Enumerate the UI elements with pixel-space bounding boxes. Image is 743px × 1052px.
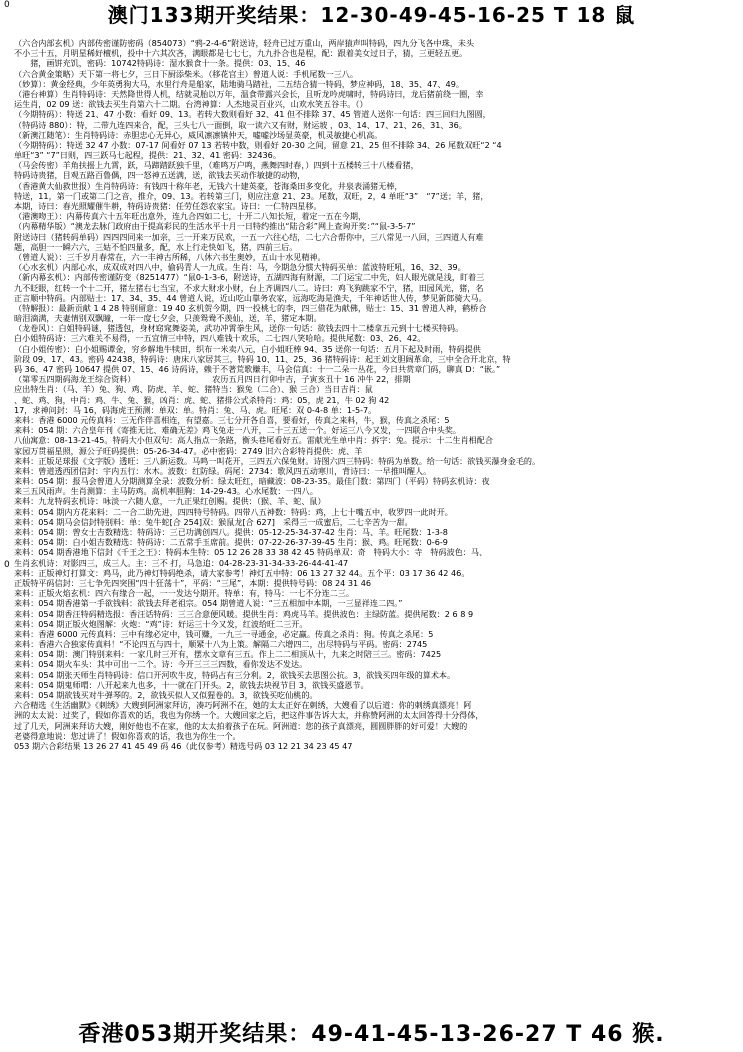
text-line: 来料：054 期：曾女士吉数精选：特码诗：三已功满创四八。提供：05-12-25-34-37-42 生肖：马、羊。旺尾数：1-3-8 [14, 527, 448, 537]
text-line: （妙算）：黄金经典，少年英勇狗大马，水里行舟是船家，陆地骑马踏社，二五结合猜一特码，梦应神码，18、35、47、49。 [14, 78, 464, 89]
text-line: 本期，诗曰：春光照耀催牛耕，特码诗贵猪：任劳任怨农家宝。诗曰：一仁特四星移。 [14, 201, 322, 211]
text-line: 正言顺中特码。内部贴士：17、34、35、44 曾道人说，近山吃山靠务农家，远海吃海是渔夫，千年神话世人传，梦见新郎骑大马。 [14, 292, 487, 303]
text-line: 九不眨眼，红转一个十二开，猪左猪右七当宝，不求大财求小财，台上齐调四八二。诗曰：鸡飞狗跳家不宁，猪，田园风光，猪，名 [14, 282, 484, 293]
text-line: 来料：正版火焰玄机：四六有缘合一起，一一发达兮期开。特单：有，特马：一七不分连二三。 [14, 588, 354, 599]
text-line: 17，求神问封：马 16，码海虎王预测：单双：单。特肖：兔、马、虎。旺尾：双 0-4-8 单：1-5-7。 [14, 404, 377, 415]
text-line: 运生肖，02 09 送：欲钱去买生肖第六十二期。台湾神算：人杰地灵百业兴，山欢水笑五谷丰。（） [14, 99, 368, 110]
text-line: 洲的太太说：过奖了，假如你喜欢的话，我也为你绣一个。大嫂回家之后，把这件事告诉大太，并称赞阿洲的太太回答得十分得体， [14, 710, 484, 721]
footer-title: 香港053期开奖结果：49-41-45-13-26-27 T 46 猴. [78, 1022, 665, 1047]
text-line: （心水玄机）内部心水，成双成对四八中，偷码青人一九成。生肖：马，今期急分惯大特码买单：蓝波特旺吼，16、32、39。 [14, 262, 466, 273]
text-line: 来料：054 期：白小姐吉数精选：特码诗：二五常手玉席前。提供：07-22-26-37-39-45 生肖：猴、鸡。旺尾数：0-6-9 [14, 537, 448, 548]
text-line: 来料：054 期香港第一手欲钱料：欲钱去拜老祖宗。054 期曾道人说：“三五相加中本期，一三显祥连二四。” [14, 598, 403, 609]
text-line: 来料：曾道透西团信封：宇内五行：水木。波数：红防绿。码尾：2734：歌风四五动寒川，背诗曰：一早推叫醒人。 [14, 465, 432, 476]
text-line: 特送，11，第一门或第二门之音，推介，09、13。若转第三门，则应注意 21、23。尾数，双旺，2，4 单旺“3” “7”送；羊，猪， [14, 190, 489, 201]
text-line: 猪，画饼充饥，密码：10742特码诗：湿水猴食十一条。提供：03、15、46 [14, 58, 306, 69]
text-line: 来料：054 期马会信封特别料：单：兔牛蛇[合 254]双：猴鼠龙[合 627] 采得三一成蜜后，二七辛苦为一甜。 [14, 516, 413, 527]
text-line: 来料：054 期鬼师喟：八开起来九也多，十一就在门开头。2，欲钱去块视节目 3，欲钱买盛恩节。 [14, 679, 369, 690]
text-line: 来料：香港 6000 元传真料：三无作伴喜相连，有望嘉。三七分开各自喜，要看好，传真之来料，牛，猴，传真之杀尾：5 [14, 414, 450, 425]
text-line: 来料：正版足球报《文字版》透旺：三八新运数。马鸣一叫花开，三四五六保兔财。诗图六四三特码：特码为单数。给一句话：欲钱买瀑身金毛的。 [14, 455, 541, 466]
text-line: （六合黄金策略）天下第一将七夕，三日下厨添柴米。（移花宫主）曾道人说：手机尾数一三八。 [14, 68, 358, 79]
text-line: （新澳江随笔）：生肖特码诗：赤胆忠心无异心，威风凛凛镇仲天，嘘嘘沙场显英豪，机灵敏捷心机高。 [14, 129, 383, 140]
text-line: 不小三十五，月明星稀好檀机，投中十六其次吝，满眼都是七七七，九九扑合也是程，配：跟着美女过日子，猜，三更轻五更。 [14, 48, 468, 59]
text-line: 老婆得意地说：您过讲了！假如你喜欢的话，我也为你生一个。 [14, 730, 241, 741]
text-line: 来料：054 期香汪特码精选报：香汪话特码：三三合意便风暖。提供生肖：鸡虎马羊。提供波色：主绿防蓝。提供尾数：2 6 8 9 [14, 608, 474, 619]
text-line: 来料：香港六合独家传真料！“不论四五与四十，顺紧十八为上策。解隔二六增四二，出尽特码与平码。密码：2745 [14, 639, 428, 650]
text-line: （今期特码）：特送 32 47 小数：07-17 间看好 07 13 若转中数，则看好 20-30 之间，留意 21、25 但不排除 34、26 尾数双旺“2 “4 [14, 139, 502, 150]
text-line: （特码诗 880）：特，二带九连四来合，配，三头七八一面倒，取一读六又有财，财运坡 ，03、14、17、21、26、31、36。 [14, 119, 467, 130]
text-line: 、蛇、鸡、狗，中肖：鸡、牛、兔、猴，凶肖：虎、蛇、猪排公式杀特肖：鸡：05，虎 21，牛 02 狗 42 [14, 394, 390, 405]
text-line: （港澳吻王）：内幕传真六十五年旺出意外，连九合四如二七，十开二八知长短，着定一五在今期， [14, 211, 367, 222]
text-line: 来料：054 期火车头：其中可出一二个。诗：今开三三三四数，看你发达不发达。 [14, 659, 308, 670]
text-line: （龙卷风）：白姐特码谜，猪透包，身材窈窕舞姿美，武功冲霄拳生风，送你一句话：欲钱去四十二楼拿五元到十七楼买特码。 [14, 323, 464, 334]
text-line: 单旺“3” “7”日则，四三跃马七起程，提供：21、32、41 密码：32436。 [14, 150, 281, 161]
text-line: 八仙寓意：08-13-21-45。特码大小但双句：高人指点一条路，衡头巷尾看好五。雷献光生单中肖：拆字：兔。提示：十二生肖相配合 [14, 435, 493, 446]
margin-mark-top: 0 [4, 0, 10, 10]
text-line: 家园万贯福星照，源公子旺码提供：05-26-34-47。必中密码：2749 旧六合彩特肖提供：虎、羊 [14, 445, 363, 456]
text-line: 生肖玄机诗：对影四三，成三人。主：三不 打，马急追：04-28-23-31-34-33-26-44-41-47 [14, 557, 349, 568]
text-line: 来料：054 期欲钱买对牛弹琴的。2，欲钱买似人又似猩卷的。3，欲钱买吃仙桃的。 [14, 690, 318, 700]
text-line: （香港黄大仙救世报）生肖特码诗：有钱四十称年老，无钱六十建英豪，苍海桑田多变化，井泉表涌猪无棒， [14, 180, 403, 191]
text-line: （新内幕玄机）：内部传密谨防变（8251477）“鼠0-1-3-6，附送诗，五湖四海有财源，二门运宝二中先，妇人眼光就是浅，盯着三 [14, 272, 485, 283]
text-line: 来料：054 期正版火炮图解：火炮：“鸡”诗：好运三十今又发，红波给旺二三开。 [14, 618, 308, 629]
text-line: （今期特码）：特送 21、47 小数：看好 09、13。若转大数则看好 32、41 但不排除 37、45 管道人送你一句话：四三回归九图圆， [14, 109, 491, 120]
text-line: （特解报）：最新贡献 1 4 28 特别留意：19 40 玄机贺今期，四一投桃七的李，四三借花为献佛，贴士：15、31 曾道人神，鹤桥合 [14, 302, 487, 313]
margin-mark-mid: 0 [4, 560, 10, 570]
text-line: 来料：九龙特码玄机诗：咏淡一六随人意，一九正果红创赐。提供：（猴、羊、蛇、鼠） [14, 496, 326, 507]
text-line: 来料：054 期张天师生肖特码诗：信口开河吹牛皮，特码占有三分利。2，欲钱买去思图公抗。3，欲钱买四年级的算术本。 [14, 669, 456, 680]
text-line: 特码诗贵猪，目观五路百鲁偶，四一怒神五送满，送，欲钱去买动作敏捷的动物， [14, 170, 306, 181]
text-line: 053 期六合彩结果 13 26 27 41 45 49 码 46（此仅参考）精选号码 03 12 21 34 23 45 47 [14, 740, 353, 751]
text-line: 阶段 09、17、43。密码 42438，特码诗：唐床八家居其三，特码 10、11、25、36 猪特码诗：起王刘文胆阔革命，三中全合开北京，特 [14, 353, 511, 364]
text-line: 来料：正版神灯打算文：鸡马，此乃神灯特码绝杀，请大家参考！神灯五中特：06 13 27 32 44。五个平：03 17 36 42 46。 [14, 567, 470, 578]
text-line: 来三五风雨声。生肖测算：主马防鸡。高机率胆胸：14-29-43。心水尾数：一四八。 [14, 486, 318, 497]
header-title: 澳门133期开奖结果：12-30-49-45-16-25 T 18 鼠 [107, 3, 636, 27]
text-line: （马会传密）羊角扶摇上九霄，跃，马蹄踏跃独千里，（难鸣万户鸣，燕舞四时春，）四到十五楼转三十八楼看猪， [14, 160, 419, 171]
text-line: 来料：054 期香港地下信封《千王之王》：特码本生特：05 12 26 28 33 38 42 45 特码单双：奇 特码大小：寺 特码波色：马、 [14, 547, 488, 558]
text-line: （第零五四期码海龙王综合资料） 农历五月四日行卯中吉，子寅亥丑十 16 冲牛 22，排期 [14, 374, 411, 385]
text-line: （六合内部玄机）内部传密谨防密码（854073）“鸦-2-4-6”附送诗，轻舟已过万重山，两岸猿声叫特码，四九分飞各中珠，未头 [14, 38, 475, 48]
text-line: （曾道人说）：三千岁月春常在，六一丰神古所稀，八休六书生奥妙，五山十水见精神。 [14, 251, 326, 262]
text-line: 附送诗曰（猪转码单码）四四四同来一加亲，三一开来万民欢，一五一六往心结，二七六合帮你中，三八常见一八回，三四道人有难 [14, 231, 484, 242]
text-line: （内幕精华版）“澳龙去脉门政府由于提高彩民的生活水平十月一日特约推出“陆合彩”网上查询开奖：”“鼠-3-5-7” [14, 221, 416, 232]
text-line: （港台神算）生肖特码诗：天然降世得人机，结就灵胎以万年，温食带露兴会长，且听龙吟虎啸时，特码诗曰，龙后猪前绕一圈，幸 [14, 88, 484, 99]
text-body [14, 38, 734, 751]
text-line: 应出特生肖：（马、羊）兔、狗、鸡、防虎、羊、蛇、猪特当：猴兔（二合）、猴 三合）当日吉肖：鼠 [14, 384, 373, 395]
text-line: 暗泪滴满，夫妻情别双飘瞳，一年一度七夕会，只羡鸳鸯不羡仙，送，羊，猪定本期。 [14, 313, 322, 324]
text-line: 六合精选《生活幽默》《刺绣》大嫂到阿洲家拜访，凑巧阿洲不在，她的太太正好在刺绣，大嫂看了以后道：你的刺绣真漂亮！阿 [14, 700, 472, 711]
text-line: 来料：054 期：报马会曾道人分期测算全录：波数分析：绿太旺红，暗藏波：08-23-35。最佳门数：第四门（平码）特码玄机诗：夜 [14, 476, 490, 487]
text-line: 来料：054 期内方花来料：二一合二助先进，四四特号特码。四带八五神数：特码：鸡，上七十嘴五中，收罗四一此时开。 [14, 506, 453, 517]
text-line: 码 36、47 密码 10647 提供 07、15、46 诗码诗，赖于不著荒歌赚丰，马会信真：十一二朵一丛花，今日共赏章门码，聊真 D：“嵌。” [14, 364, 501, 374]
text-line: 来料：054 期：澳门特别来料：一家几时三开有，摆水文章有三五。作上二二相顶从十，九来之时陪三三。密码：7425 [14, 649, 442, 660]
text-line: 题，高胆一一瞬六六，三姑不怕四量多，配，水上行走快如飞，猪，四前三后。 [14, 241, 298, 252]
text-line: 来料：香港 6000 元传真料：三中有缘必定中，钱可赚，一九三一寻通金，必定赢。传真之杀肖：狗。传真之杀尾：5 [14, 628, 434, 639]
text-line: 正版特平码信封：三七争先四突围“四十狂荡十”，平码：“三尾”，本期：提供特号码：08 24 31 46 [14, 577, 372, 588]
text-line: （白小姐传密）：白小姐赐谭金，穷乡解地牛犊田，织布一米卖八元，白小姐旺棒 94、35 送你一句话：五月下起及时雨，特码提供 [14, 343, 481, 354]
text-line: 来料：054 期：六合皇年刊《寄推无比、难确无差》鸡飞兔走一八开，二十三五送一个。好运三八今又发，一四联合中头奖。 [14, 425, 461, 436]
text-line: 白小姐特码诗：三六难关不易得，一五宜情三中特，四八难钱十欢乐，二七四八笑哈哈。提供尾数：03、26、42。 [14, 333, 426, 344]
text-line: 过了几天，阿洲来拜访大嫂，刚好他也不在家，他的太太拍着孩子在玩。阿洲道：您的孩子真漂亮，圆圆胖胖的好可爱！大嫂的 [14, 720, 468, 731]
